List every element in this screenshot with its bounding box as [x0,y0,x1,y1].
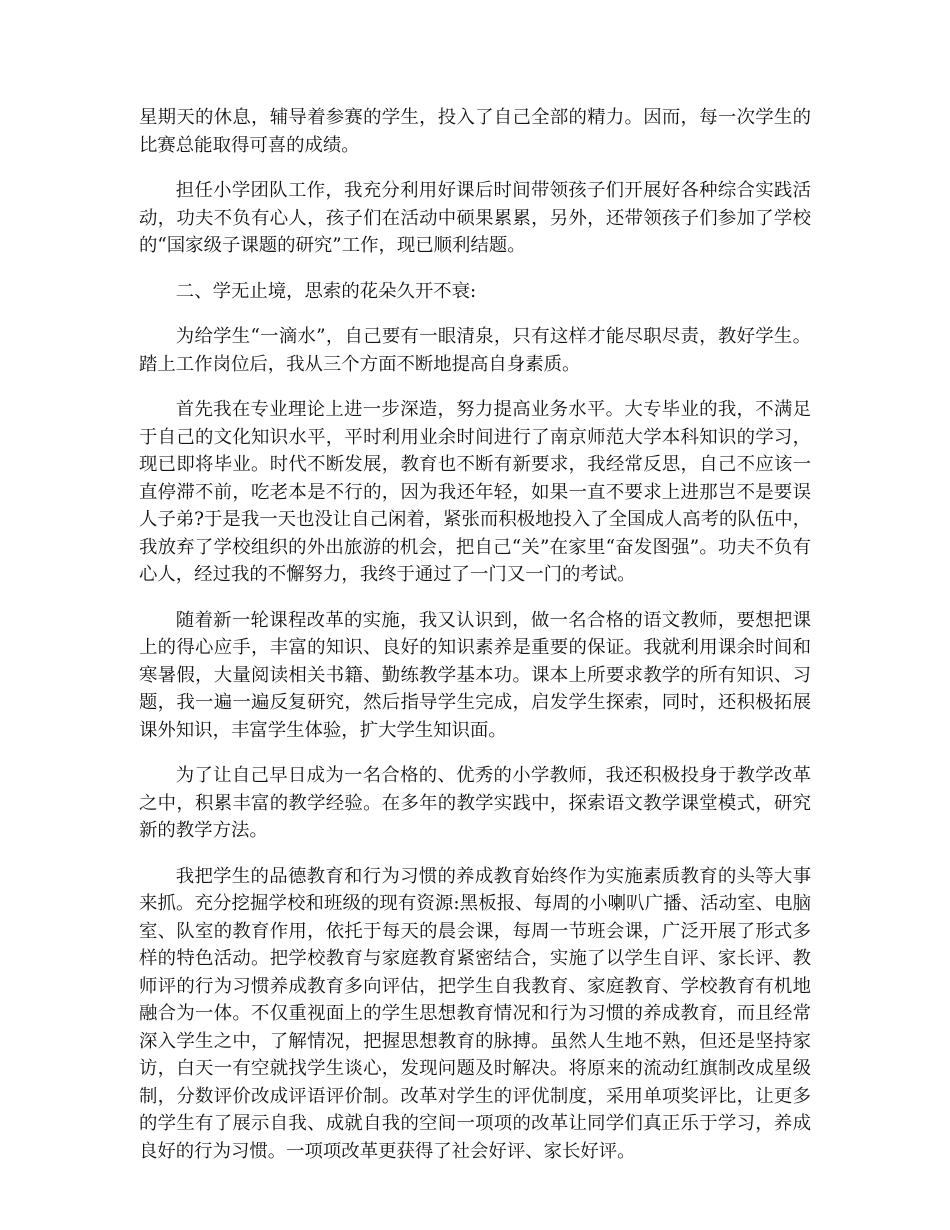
paragraph-curriculum-reform: 随着新一轮课程改革的实施，我又认识到，做一名合格的语文教师，要想把课上的得心应手，丰富的知识、良好的知识素养是重要的保证。我就利用课余时间和寒暑假，大量阅读相关书籍、勤练教学基本功。课本上所要求教学的所有知识、习题，我一遍一遍反复研究，然后指导学生完成，启发学生探索，同时，还积极拓展课外知识，丰富学生体验，扩大学生知识面。 [139,609,811,741]
paragraph-moral-education: 我把学生的品德教育和行为习惯的养成教育始终作为实施素质教育的头等大事来抓。充分挖掘学校和班级的现有资源:黑板报、每周的小喇叭广播、活动室、电脑室、队室的教育作用，依托于每天的晨会课，每周一节班会课，广泛开展了形式多样的特色活动。把学校教育与家庭教育紧密结合，实施了以学生自评、家长评、教师评的行为习惯养成教育多向评估，把学生自我教育、家庭教育、学校教育有机地融合为一体。不仅重视面上的学生思想教育情况和行为习惯的养成教育，而且经常深入学生之中，了解情况，把握思想教育的脉搏。虽然人生地不熟，但还是坚持家访，白天一有空就找学生谈心，发现问题及时解决。将原来的流动红旗制改成星级制，分数评价改成评语评价制。改革对学生的评优制度，采用单项奖评比，让更多的学生有了展示自我、成就自我的空间一项项的改革让同学们真正乐于学习，养成良好的行为习惯。一项项改革更获得了社会好评、家长好评。 [139,865,811,1162]
document-body [139,104,811,1183]
paragraph-self-improvement: 为给学生“一滴水”，自己要有一眼清泉，只有这样才能尽职尽责，教好学生。踏上工作岗位后，我从三个方面不断地提高自身素质。 [139,326,811,375]
paragraph-continuation: 星期天的休息，辅导着参赛的学生，投入了自己全部的精力。因而，每一次学生的比赛总能取得可喜的成绩。 [139,107,811,156]
paragraph-teaching-reform: 为了让自己早日成为一名合格的、优秀的小学教师，我还积极投身于教学改革之中，积累丰富的教学经验。在多年的教学实践中，探索语文教学课堂模式，研究新的教学方法。 [139,765,811,841]
section-heading-learning: 二、学无止境，思索的花朵久开不衰: [175,280,477,302]
paragraph-team-work: 担任小学团队工作，我充分利用好课后时间带领孩子们开展好各种综合实践活动，功夫不负有心人，孩子们在活动中硕果累累，另外，还带领孩子们参加了学校的“国家级子课题的研究”工作，现已顺利结题。 [139,180,811,256]
paragraph-professional-study: 首先我在专业理论上进一步深造，努力提高业务水平。大专毕业的我，不满足于自己的文化知识水平，平时利用业余时间进行了南京师范大学本科知识的学习，现已即将毕业。时代不断发展，教育也不断有新要求，我经常反思，自己不应该一直停滞不前，吃老本是不行的，因为我还年轻，如果一直不要求上进那岂不是要误人子弟?于是我一天也没让自己闲着，紧张而积极地投入了全国成人高考的队伍中，我放弃了学校组织的外出旅游的机会，把自己“关”在家里“奋发图强”。功夫不负有心人，经过我的不懈努力，我终于通过了一门又一门的考试。 [139,399,811,585]
